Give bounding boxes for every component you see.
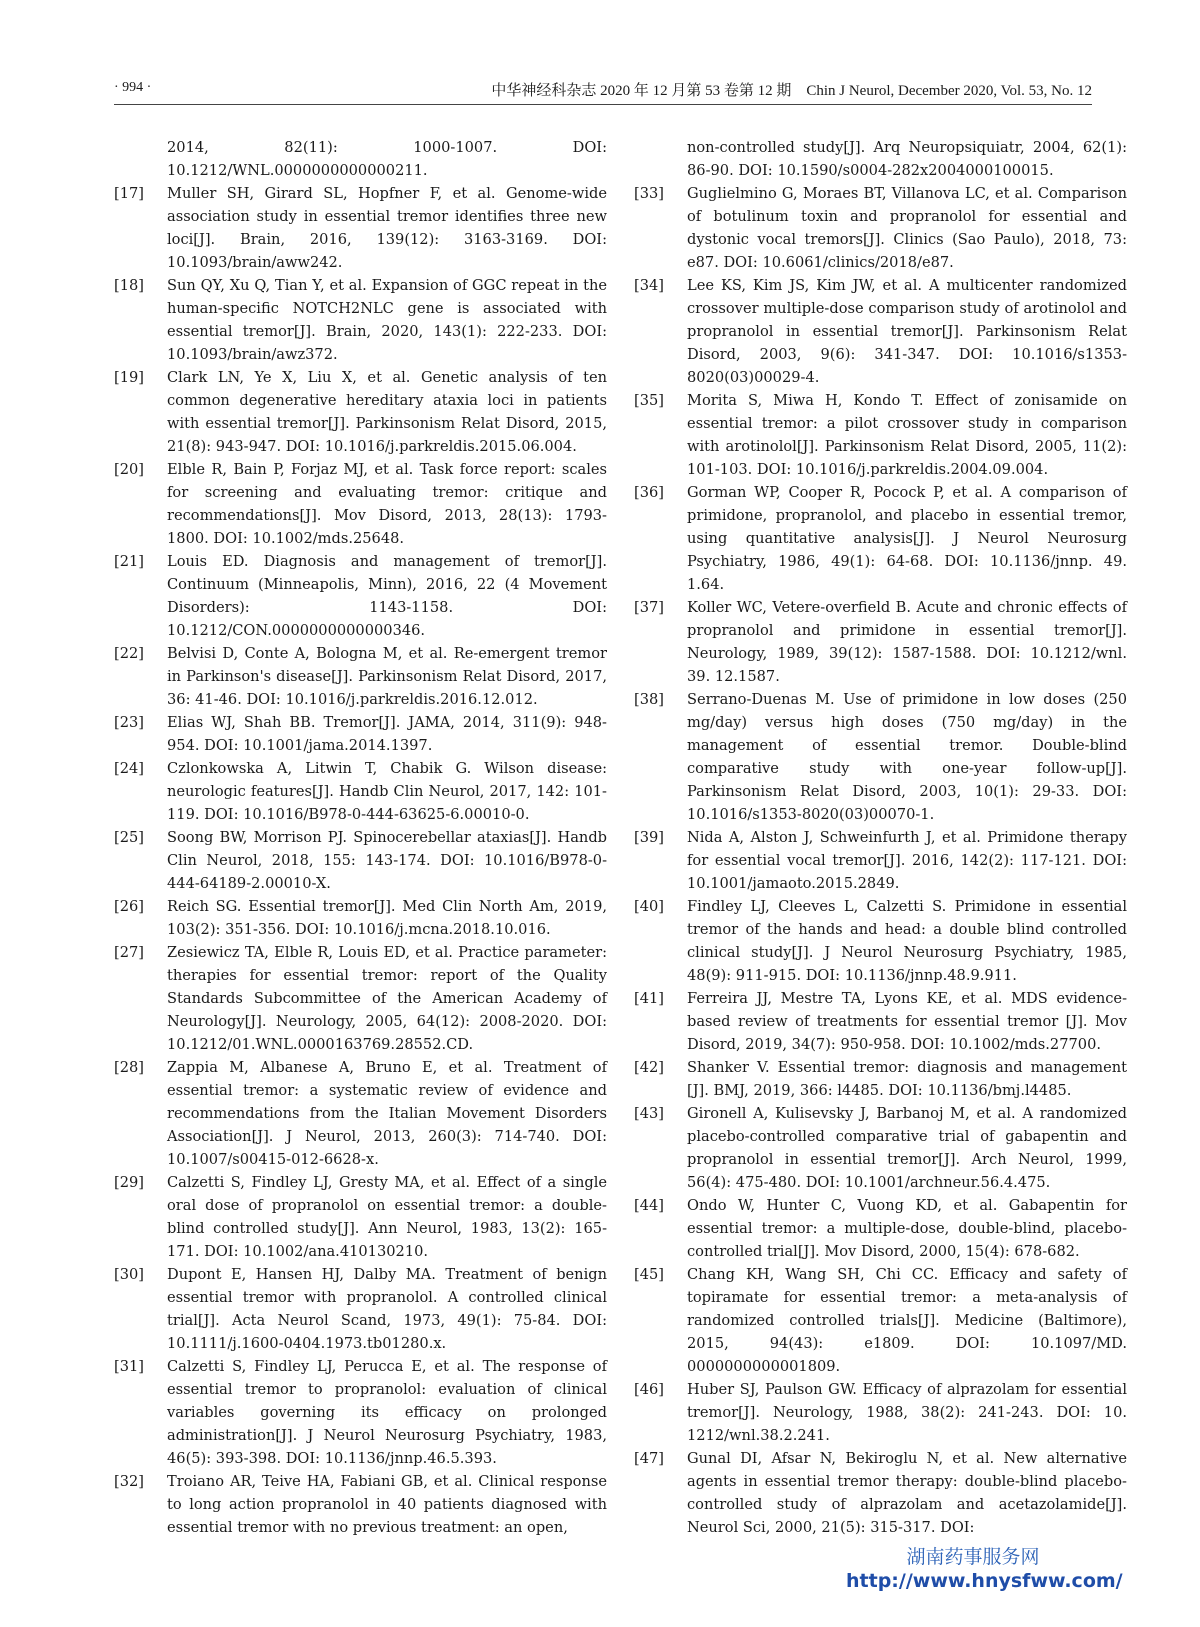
reference-number: [31] bbox=[114, 1358, 144, 1375]
reference-number: [22] bbox=[114, 645, 144, 662]
reference-number: [20] bbox=[114, 461, 144, 478]
reference-text: Gunal DI, Afsar N, Bekiroglu N, et al. New alternative agents in essential tremor therapy: double-blind placebo-controlled study of alprazolam and acetazolamide[J]. Neurol Sci, 2000, 21(5): 315-317. DOI: bbox=[687, 1450, 1127, 1536]
reference-entry bbox=[634, 826, 1127, 895]
reference-text: Lee KS, Kim JS, Kim JW, et al. A multicenter randomized crossover multiple-dose comparison study of arotinolol and propranolol in essential tremor[J]. Parkinsonism Relat Disord, 2003, 9(6): 341-347. DOI: 10.1016/s1353-8020(03)00029-4. bbox=[687, 277, 1127, 386]
reference-number: [30] bbox=[114, 1266, 144, 1283]
reference-number: [40] bbox=[634, 898, 664, 915]
reference-entry bbox=[634, 1263, 1127, 1378]
reference-number: [43] bbox=[634, 1105, 664, 1122]
running-header bbox=[114, 78, 1092, 105]
reference-text: Troiano AR, Teive HA, Fabiani GB, et al. Clinical response to long action propranolol in 40 patients diagnosed with essential tremor with no previous treatment: an open, bbox=[167, 1473, 607, 1536]
reference-number: [25] bbox=[114, 829, 144, 846]
journal-citation-line: 中华神经科杂志 2020 年 12 月第 53 卷第 12 期 Chin J Neurol, December 2020, Vol. 53, No. 12 bbox=[491, 83, 1092, 99]
reference-number: [35] bbox=[634, 392, 664, 409]
reference-entry bbox=[114, 366, 607, 458]
reference-entry bbox=[634, 688, 1127, 826]
reference-entry bbox=[634, 481, 1127, 596]
reference-entry bbox=[634, 1102, 1127, 1194]
reference-entry bbox=[634, 1056, 1127, 1102]
reference-entry bbox=[634, 1447, 1127, 1539]
reference-number: [19] bbox=[114, 369, 144, 386]
reference-entry bbox=[114, 1171, 607, 1263]
reference-text: Zappia M, Albanese A, Bruno E, et al. Treatment of essential tremor: a systematic review of evidence and recommendations from the Italian Movement Disorders Association[J]. J Neurol, 2013, 260(3): 714-740. DOI: 10.1007/s00415-012-6628-x. bbox=[167, 1059, 607, 1168]
reference-text: Calzetti S, Findley LJ, Gresty MA, et al. Effect of a single oral dose of propranolol on essential tremor: a double-blind controlled study[J]. Ann Neurol, 1983, 13(2): 165-171. DOI: 10.1002/ana.410130210. bbox=[167, 1174, 607, 1260]
reference-number: [32] bbox=[114, 1473, 144, 1490]
reference-text: Zesiewicz TA, Elble R, Louis ED, et al. Practice parameter: therapies for essential tremor: report of the Quality Standards Subcommittee of the American Academy of Neurology[J]. Neurology, 2005, 64(12): 2008-2020. DOI: 10.1212/01.WNL.0000163769.28552.CD. bbox=[167, 944, 607, 1053]
reference-entry bbox=[114, 642, 607, 711]
reference-entry bbox=[114, 550, 607, 642]
reference-entry bbox=[114, 274, 607, 366]
reference-text: Huber SJ, Paulson GW. Efficacy of alprazolam for essential tremor[J]. Neurology, 1988, 38(2): 241-243. DOI: 10. 1212/wnl.38.2.241. bbox=[687, 1381, 1127, 1444]
reference-number: [39] bbox=[634, 829, 664, 846]
reference-text: Ferreira JJ, Mestre TA, Lyons KE, et al. MDS evidence-based review of treatments for essential tremor [J]. Mov Disord, 2019, 34(7): 950-958. DOI: 10.1002/mds.27700. bbox=[687, 990, 1127, 1053]
reference-text: Chang KH, Wang SH, Chi CC. Efficacy and safety of topiramate for essential tremor: a meta-analysis of randomized controlled trials[J]. Medicine (Baltimore), 2015, 94(43): e1809. DOI: 10.1097/MD. 0000000000001809. bbox=[687, 1266, 1127, 1375]
reference-number: [44] bbox=[634, 1197, 664, 1214]
reference-number: [34] bbox=[634, 277, 664, 294]
reference-number: [33] bbox=[634, 185, 664, 202]
reference-entry bbox=[114, 182, 607, 274]
reference-entry bbox=[634, 987, 1127, 1056]
reference-entry bbox=[114, 1056, 607, 1171]
reference-entry bbox=[114, 711, 607, 757]
reference-text: Morita S, Miwa H, Kondo T. Effect of zonisamide on essential tremor: a pilot crossover study in comparison with arotinolol[J]. Parkinsonism Relat Disord, 2005, 11(2): 101-103. DOI: 10.1016/j.parkreldis.2004.09.004. bbox=[687, 392, 1127, 478]
reference-number: [21] bbox=[114, 553, 144, 570]
reference-entry bbox=[114, 895, 607, 941]
reference-text: Czlonkowska A, Litwin T, Chabik G. Wilson disease: neurologic features[J]. Handb Clin Neurol, 2017, 142: 101-119. DOI: 10.1016/B978-0-444-63625-6.00010-0. bbox=[167, 760, 607, 823]
reference-number: [42] bbox=[634, 1059, 664, 1076]
reference-entry bbox=[634, 274, 1127, 389]
reference-number: [36] bbox=[634, 484, 664, 501]
reference-entry bbox=[634, 1378, 1127, 1447]
reference-number: [26] bbox=[114, 898, 144, 915]
reference-entry bbox=[114, 826, 607, 895]
reference-entry bbox=[634, 389, 1127, 481]
reference-text: Findley LJ, Cleeves L, Calzetti S. Primidone in essential tremor of the hands and head: a double blind controlled clinical study[J]. J Neurol Neurosurg Psychiatry, 1985, 48(9): 911-915. DOI: 10.1136/jnnp.48.9.911. bbox=[687, 898, 1127, 984]
reference-text: non-controlled study[J]. Arq Neuropsiquiatr, 2004, 62(1): 86-90. DOI: 10.1590/s0004-282x2004000100015. bbox=[687, 139, 1127, 179]
reference-text: Louis ED. Diagnosis and management of tremor[J]. Continuum (Minneapolis, Minn), 2016, 22 (4 Movement Disorders): 1143-1158. DOI: 10.1212/CON.0000000000000346. bbox=[167, 553, 607, 639]
reference-number: [28] bbox=[114, 1059, 144, 1076]
reference-text: Dupont E, Hansen HJ, Dalby MA. Treatment of benign essential tremor with propranolol. A controlled clinical trial[J]. Acta Neurol Scand, 1973, 49(1): 75-84. DOI: 10.1111/j.1600-0404.1973.tb01280.x. bbox=[167, 1266, 607, 1352]
reference-number: [37] bbox=[634, 599, 664, 616]
watermark-site-name: 湖南药事服务网 bbox=[906, 1546, 1040, 1568]
reference-text: Clark LN, Ye X, Liu X, et al. Genetic analysis of ten common degenerative hereditary ataxia loci in patients with essential tremor[J]. Parkinsonism Relat Disord, 2015, 21(8): 943-947. DOI: 10.1016/j.parkreldis.2015.06.004. bbox=[167, 369, 607, 455]
reference-text: Belvisi D, Conte A, Bologna M, et al. Re-emergent tremor in Parkinson's disease[J]. Parkinsonism Relat Disord, 2017, 36: 41-46. DOI: 10.1016/j.parkreldis.2016.12.012. bbox=[167, 645, 607, 708]
reference-number: [45] bbox=[634, 1266, 664, 1283]
reference-text: Nida A, Alston J, Schweinfurth J, et al. Primidone therapy for essential vocal tremor[J]. 2016, 142(2): 117-121. DOI: 10.1001/jamaoto.2015.2849. bbox=[687, 829, 1127, 892]
page-number: · 994 · bbox=[114, 80, 152, 95]
reference-text: Gorman WP, Cooper R, Pocock P, et al. A comparison of primidone, propranolol, and placebo in essential tremor, using quantitative analysis[J]. J Neurol Neurosurg Psychiatry, 1986, 49(1): 64-68. DOI: 10.1136/jnnp. 49. 1.64. bbox=[687, 484, 1127, 593]
reference-text: Muller SH, Girard SL, Hopfner F, et al. Genome-wide association study in essential tremor identifies three new loci[J]. Brain, 2016, 139(12): 3163-3169. DOI: 10.1093/brain/aww242. bbox=[167, 185, 607, 271]
reference-number: [18] bbox=[114, 277, 144, 294]
references-right-column bbox=[634, 136, 1127, 1539]
reference-number: [46] bbox=[634, 1381, 664, 1398]
reference-entry bbox=[634, 136, 1127, 182]
reference-number: [27] bbox=[114, 944, 144, 961]
reference-text: Ondo W, Hunter C, Vuong KD, et al. Gabapentin for essential tremor: a multiple-dose, double-blind, placebo-controlled trial[J]. Mov Disord, 2000, 15(4): 678-682. bbox=[687, 1197, 1127, 1260]
reference-number: [47] bbox=[634, 1450, 664, 1467]
reference-text: Reich SG. Essential tremor[J]. Med Clin North Am, 2019, 103(2): 351-356. DOI: 10.1016/j.mcna.2018.10.016. bbox=[167, 898, 607, 938]
reference-number: [23] bbox=[114, 714, 144, 731]
reference-text: Shanker V. Essential tremor: diagnosis and management [J]. BMJ, 2019, 366: l4485. DOI: 10.1136/bmj.l4485. bbox=[687, 1059, 1127, 1099]
reference-entry bbox=[114, 941, 607, 1056]
reference-entry bbox=[634, 596, 1127, 688]
reference-text: Guglielmino G, Moraes BT, Villanova LC, et al. Comparison of botulinum toxin and propranolol for essential and dystonic vocal tremors[J]. Clinics (Sao Paulo), 2018, 73: e87. DOI: 10.6061/clinics/2018/e87. bbox=[687, 185, 1127, 271]
watermark bbox=[846, 1545, 1123, 1593]
reference-text: 2014, 82(11): 1000-1007. DOI: 10.1212/WNL.0000000000000211. bbox=[167, 139, 607, 179]
reference-entry bbox=[634, 1194, 1127, 1263]
reference-text: Elias WJ, Shah BB. Tremor[J]. JAMA, 2014, 311(9): 948-954. DOI: 10.1001/jama.2014.1397. bbox=[167, 714, 607, 754]
reference-text: Elble R, Bain P, Forjaz MJ, et al. Task force report: scales for screening and evaluating tremor: critique and recommendations[J]. Mov Disord, 2013, 28(13): 1793-1800. DOI: 10.1002/mds.25648. bbox=[167, 461, 607, 547]
reference-text: Sun QY, Xu Q, Tian Y, et al. Expansion of GGC repeat in the human-specific NOTCH2NLC gene is associated with essential tremor[J]. Brain, 2020, 143(1): 222-233. DOI: 10.1093/brain/awz372. bbox=[167, 277, 607, 363]
reference-text: Gironell A, Kulisevsky J, Barbanoj M, et al. A randomized placebo-controlled comparative trial of gabapentin and propranolol in essential tremor[J]. Arch Neurol, 1999, 56(4): 475-480. DOI: 10.1001/archneur.56.4.475. bbox=[687, 1105, 1127, 1191]
reference-number: [41] bbox=[634, 990, 664, 1007]
reference-entry bbox=[114, 136, 607, 182]
reference-entry bbox=[114, 1470, 607, 1539]
reference-entry bbox=[114, 1263, 607, 1355]
reference-text: Serrano-Duenas M. Use of primidone in low doses (250 mg/day) versus high doses (750 mg/day) in the management of essential tremor. Double-blind comparative study with one-year follow-up[J]. Parkinsonism Relat Disord, 2003, 10(1): 29-33. DOI: 10.1016/s1353-8020(03)00070-1. bbox=[687, 691, 1127, 823]
reference-number: [29] bbox=[114, 1174, 144, 1191]
reference-text: Soong BW, Morrison PJ. Spinocerebellar ataxias[J]. Handb Clin Neurol, 2018, 155: 143-174. DOI: 10.1016/B978-0-444-64189-2.00010-X. bbox=[167, 829, 607, 892]
reference-entry bbox=[114, 1355, 607, 1470]
reference-entry bbox=[634, 895, 1127, 987]
reference-text: Koller WC, Vetere-overfield B. Acute and chronic effects of propranolol and primidone in essential tremor[J]. Neurology, 1989, 39(12): 1587-1588. DOI: 10.1212/wnl. 39. 12.1587. bbox=[687, 599, 1127, 685]
reference-number: [17] bbox=[114, 185, 144, 202]
watermark-url[interactable]: http://www.hnysfww.com/ bbox=[846, 1570, 1123, 1592]
reference-entry bbox=[114, 458, 607, 550]
reference-entry bbox=[634, 182, 1127, 274]
reference-text: Calzetti S, Findley LJ, Perucca E, et al. The response of essential tremor to propranolol: evaluation of clinical variables governing its efficacy on prolonged administration[J]. J Neurol Neurosurg Psychiatry, 1983, 46(5): 393-398. DOI: 10.1136/jnnp.46.5.393. bbox=[167, 1358, 607, 1467]
reference-number: [38] bbox=[634, 691, 664, 708]
references-left-column bbox=[114, 136, 607, 1539]
reference-number: [24] bbox=[114, 760, 144, 777]
reference-entry bbox=[114, 757, 607, 826]
